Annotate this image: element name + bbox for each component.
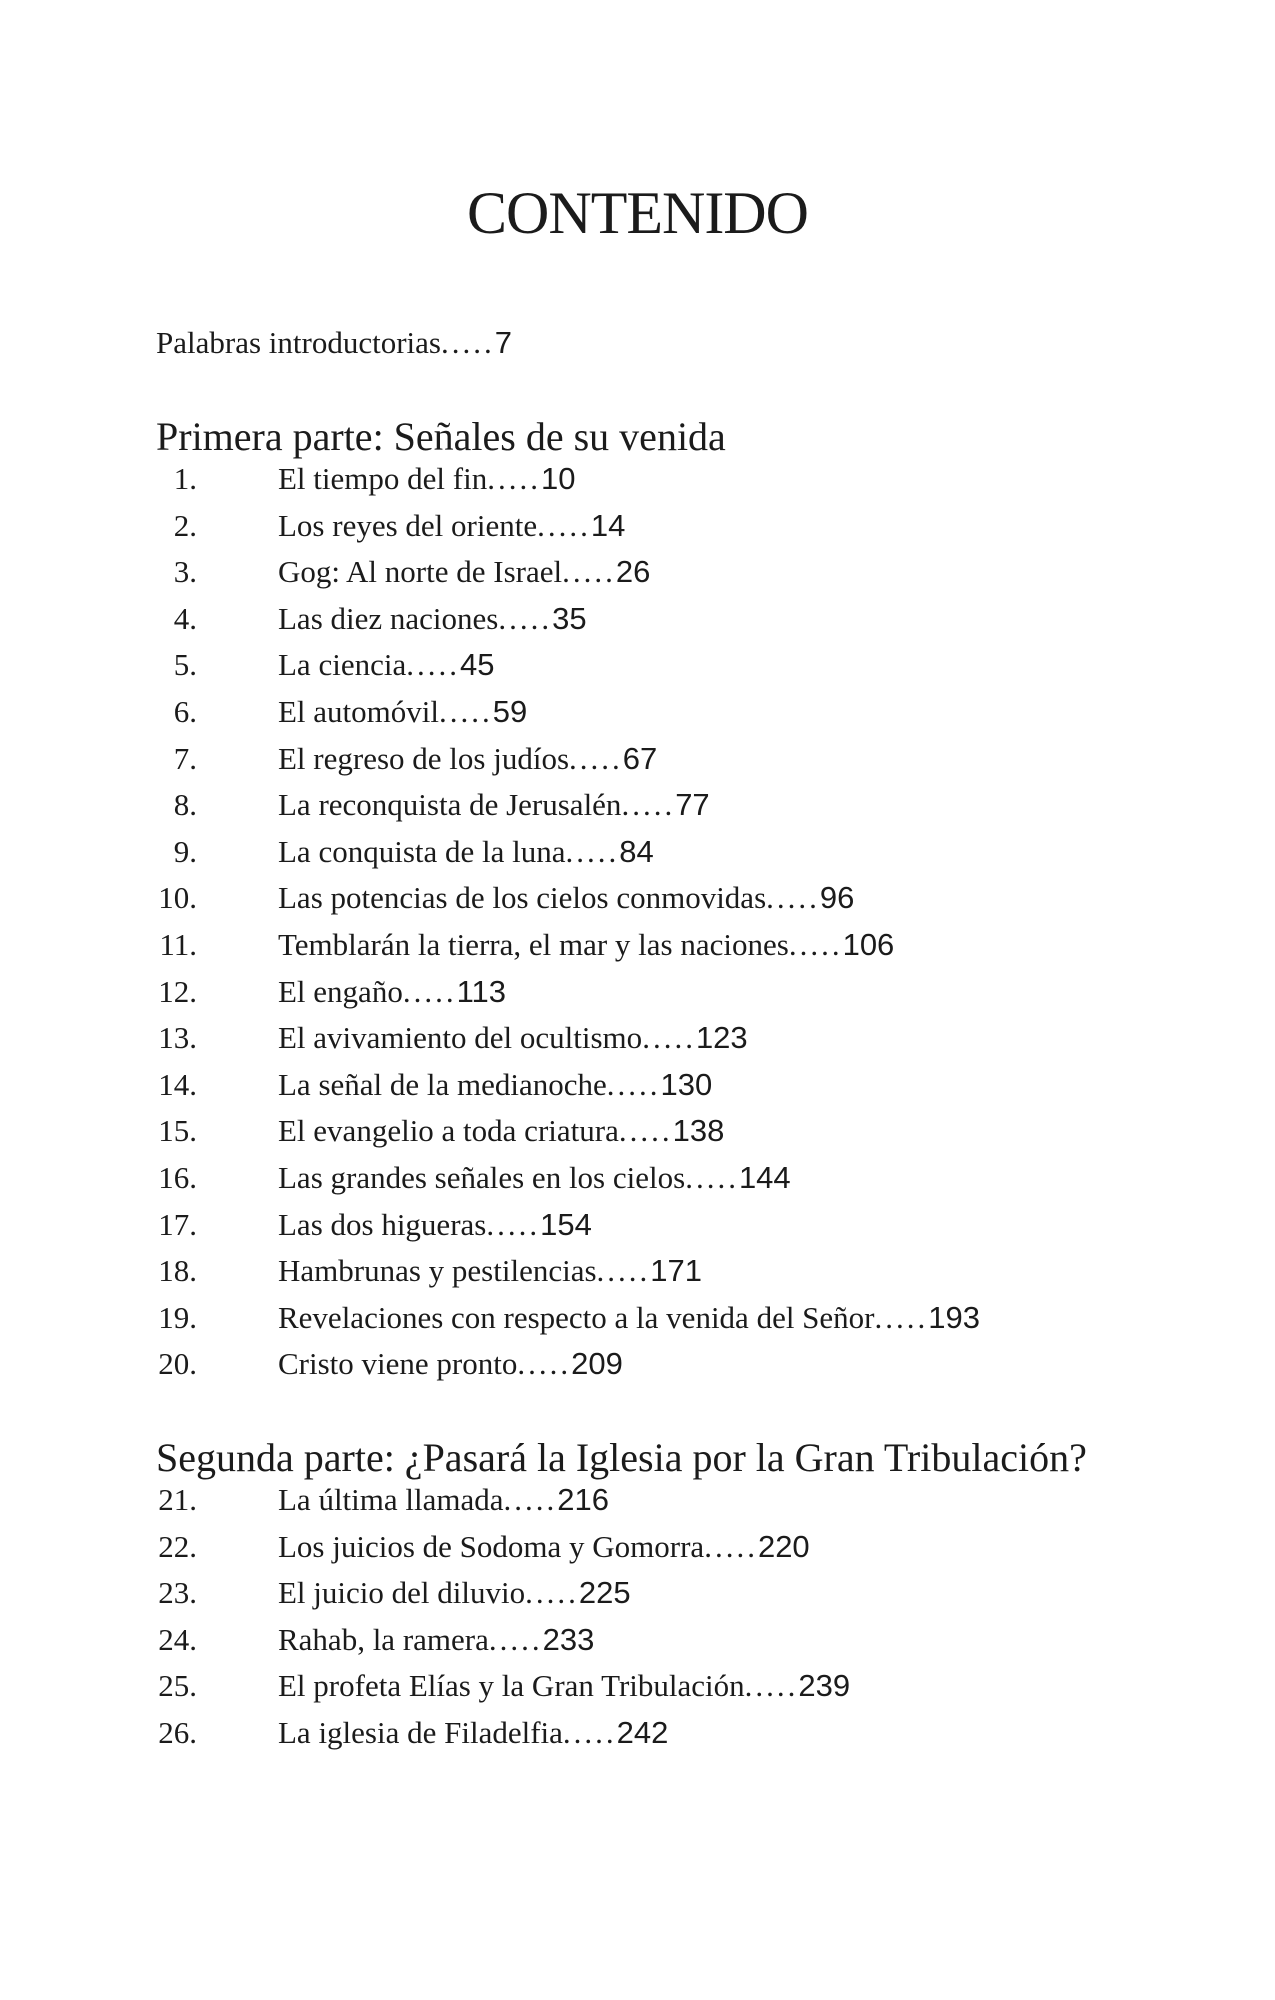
entry-text — [278, 922, 894, 968]
part-heading: Primera parte: Señales de su venida — [156, 414, 726, 459]
entry-number: 21. — [158, 1482, 197, 1517]
entry-text — [278, 1524, 810, 1570]
entry-number: 24. — [158, 1622, 197, 1657]
entry-text — [278, 1617, 594, 1663]
dot-leader: ..... — [503, 1482, 558, 1517]
toc-entry — [0, 736, 1275, 782]
entry-label: Las diez naciones — [278, 601, 499, 636]
toc-entry — [0, 549, 1275, 595]
dot-leader: ..... — [525, 1575, 579, 1610]
dot-leader: ..... — [874, 1300, 929, 1335]
entry-number: 3. — [173, 554, 197, 589]
entry-label: La última llamada — [278, 1482, 504, 1517]
page-number: 130 — [660, 1067, 713, 1102]
page-number: 14 — [590, 508, 626, 543]
entry-number: 16. — [158, 1160, 197, 1195]
entry-number: 19. — [158, 1300, 197, 1335]
entry-number: 18. — [158, 1253, 197, 1288]
entry-number: 7. — [173, 741, 197, 776]
entry-number: 9. — [173, 834, 197, 869]
dot-leader: ..... — [744, 1668, 799, 1703]
toc-entry — [0, 969, 1275, 1015]
dot-leader: ..... — [621, 787, 676, 822]
entry-number: 20. — [158, 1346, 197, 1381]
entry-number: 2. — [173, 508, 197, 543]
entry-text — [278, 1663, 850, 1709]
page-number: 216 — [557, 1482, 610, 1517]
page-number: 225 — [578, 1575, 631, 1610]
entry-number: 23. — [158, 1575, 197, 1610]
entry-label: Palabras introductorias — [156, 325, 441, 360]
dot-leader: ..... — [618, 1113, 673, 1148]
entry-text — [278, 782, 710, 828]
dot-leader: ..... — [766, 880, 820, 915]
entry-text — [278, 549, 650, 595]
dot-leader: ..... — [685, 1160, 739, 1195]
dot-leader: ..... — [569, 741, 623, 776]
page-number: 77 — [675, 787, 710, 822]
entry-text — [278, 829, 654, 875]
toc-entry — [0, 1108, 1275, 1154]
entry-text — [278, 1295, 980, 1341]
dot-leader: ..... — [517, 1346, 572, 1381]
page-number: 84 — [619, 834, 654, 869]
entry-number: 25. — [158, 1668, 197, 1703]
entry-text — [278, 1108, 724, 1154]
toc-entry — [0, 1341, 1275, 1387]
entry-label: El engaño — [278, 974, 403, 1009]
entry-text — [278, 1155, 791, 1201]
entry-label: La reconquista de Jerusalén — [278, 787, 622, 822]
entry-label: Hambrunas y pestilencias — [278, 1253, 597, 1288]
page-number: 59 — [492, 694, 528, 729]
entry-number: 5. — [173, 647, 197, 682]
toc-entry — [0, 1015, 1275, 1061]
page-number: 233 — [542, 1622, 595, 1657]
page-number: 154 — [540, 1207, 592, 1242]
toc-entry — [0, 689, 1275, 735]
toc-entry — [0, 503, 1275, 549]
page-title: CONTENIDO — [467, 180, 808, 246]
dot-leader: ..... — [488, 1622, 543, 1657]
entry-label: Cristo viene pronto — [278, 1346, 518, 1381]
page-number: 193 — [928, 1300, 980, 1335]
entry-label: Las grandes señales en los cielos — [278, 1160, 686, 1195]
entry-text — [278, 969, 506, 1015]
toc-entry — [0, 1663, 1275, 1709]
entry-label: El profeta Elías y la Gran Tribulación — [278, 1668, 745, 1703]
dot-leader: ..... — [406, 647, 460, 682]
page-number: 35 — [552, 601, 587, 636]
entry-text — [278, 1248, 702, 1294]
toc-intro-entry — [156, 320, 512, 366]
entry-text — [278, 456, 575, 502]
dot-leader: ..... — [596, 1253, 651, 1288]
entry-number: 14. — [158, 1067, 197, 1102]
toc-entry — [0, 922, 1275, 968]
toc-entry — [0, 1617, 1275, 1663]
entry-label: La iglesia de Filadelfia — [278, 1715, 563, 1750]
toc-entry — [0, 1710, 1275, 1756]
toc-entry — [0, 1062, 1275, 1108]
toc-entry — [0, 1524, 1275, 1570]
entry-label: Los juicios de Sodoma y Gomorra — [278, 1529, 705, 1564]
toc-entry — [0, 875, 1275, 921]
page-number: 220 — [757, 1529, 810, 1564]
entry-text — [278, 1710, 668, 1756]
entry-number: 8. — [173, 787, 197, 822]
page-number: 26 — [615, 554, 651, 589]
entry-number: 1. — [173, 461, 197, 496]
entry-number: 17. — [158, 1207, 197, 1242]
page-number: 144 — [738, 1160, 791, 1195]
part-heading: Segunda parte: ¿Pasará la Iglesia por la Gran Tribulación? — [156, 1435, 1087, 1480]
dot-leader: ..... — [537, 508, 591, 543]
dot-leader: ..... — [704, 1529, 758, 1564]
entry-number: 12. — [158, 974, 197, 1009]
entry-label: Las dos higueras — [278, 1207, 487, 1242]
entry-text — [278, 689, 527, 735]
entry-number: 4. — [173, 601, 197, 636]
page-number: 209 — [571, 1346, 623, 1381]
entry-label: El tiempo del fin — [278, 461, 488, 496]
entry-label: Temblarán la tierra, el mar y las naciones — [278, 927, 789, 962]
toc-entry — [0, 1202, 1275, 1248]
entry-label: La conquista de la luna — [278, 834, 566, 869]
entry-text — [278, 1341, 623, 1387]
dot-leader: ..... — [486, 1207, 541, 1242]
toc-entry — [0, 596, 1275, 642]
toc-entry — [0, 456, 1275, 502]
entry-number: 26. — [158, 1715, 197, 1750]
dot-leader: ..... — [487, 461, 541, 496]
entry-label: Los reyes del oriente — [278, 508, 538, 543]
entry-number: 11. — [159, 927, 197, 962]
page-number: 171 — [650, 1253, 703, 1288]
dot-leader: ..... — [788, 927, 843, 962]
entry-label: Rahab, la ramera — [278, 1622, 489, 1657]
entry-text — [278, 1202, 592, 1248]
entry-text — [278, 1062, 712, 1108]
dot-leader: ..... — [642, 1020, 696, 1055]
entry-label: El juicio del diluvio — [278, 1575, 526, 1610]
page-number: 67 — [622, 741, 658, 776]
toc-entry — [0, 642, 1275, 688]
dot-leader: ..... — [439, 694, 493, 729]
page-number: 242 — [616, 1715, 669, 1750]
entry-number: 6. — [173, 694, 197, 729]
page-number: 239 — [798, 1668, 851, 1703]
dot-leader: ..... — [498, 601, 553, 636]
entry-label: Revelaciones con respecto a la venida del Señor — [278, 1300, 875, 1335]
entry-label: El avivamiento del ocultismo — [278, 1020, 643, 1055]
entry-text — [278, 503, 625, 549]
entry-label: La señal de la medianoche — [278, 1067, 607, 1102]
entry-label: El automóvil — [278, 694, 440, 729]
page-number: 10 — [540, 461, 576, 496]
toc-entry — [0, 782, 1275, 828]
dot-leader: ..... — [402, 974, 457, 1009]
entry-label: Gog: Al norte de Israel — [278, 554, 563, 589]
entry-text — [278, 1015, 748, 1061]
entry-label: La ciencia — [278, 647, 407, 682]
entry-text — [278, 596, 587, 642]
entry-number: 22. — [158, 1529, 197, 1564]
toc-entry — [0, 1477, 1275, 1523]
toc-entry — [0, 1295, 1275, 1341]
dot-leader: ..... — [562, 554, 616, 589]
entry-text — [278, 642, 494, 688]
dot-leader: ..... — [440, 325, 495, 360]
entry-number: 15. — [158, 1113, 197, 1148]
entry-label: Las potencias de los cielos conmovidas — [278, 880, 767, 915]
entry-text — [278, 1477, 609, 1523]
entry-text — [278, 1570, 631, 1616]
dot-leader: ..... — [606, 1067, 661, 1102]
toc-entry — [0, 1570, 1275, 1616]
page-number: 45 — [459, 647, 495, 682]
page-number: 96 — [819, 880, 855, 915]
dot-leader: ..... — [565, 834, 620, 869]
entry-label: El evangelio a toda criatura — [278, 1113, 619, 1148]
toc-entry — [0, 829, 1275, 875]
entry-number: 10. — [158, 880, 197, 915]
toc-entry — [0, 1248, 1275, 1294]
entry-number: 13. — [158, 1020, 197, 1055]
page-number: 7 — [494, 325, 512, 360]
page-number: 113 — [456, 974, 506, 1009]
dot-leader: ..... — [562, 1715, 617, 1750]
page-number: 106 — [842, 927, 895, 962]
entry-text — [278, 736, 657, 782]
page-number: 123 — [695, 1020, 748, 1055]
toc-entry — [0, 1155, 1275, 1201]
entry-label: El regreso de los judíos — [278, 741, 570, 776]
page-number: 138 — [672, 1113, 725, 1148]
entry-text — [278, 875, 854, 921]
